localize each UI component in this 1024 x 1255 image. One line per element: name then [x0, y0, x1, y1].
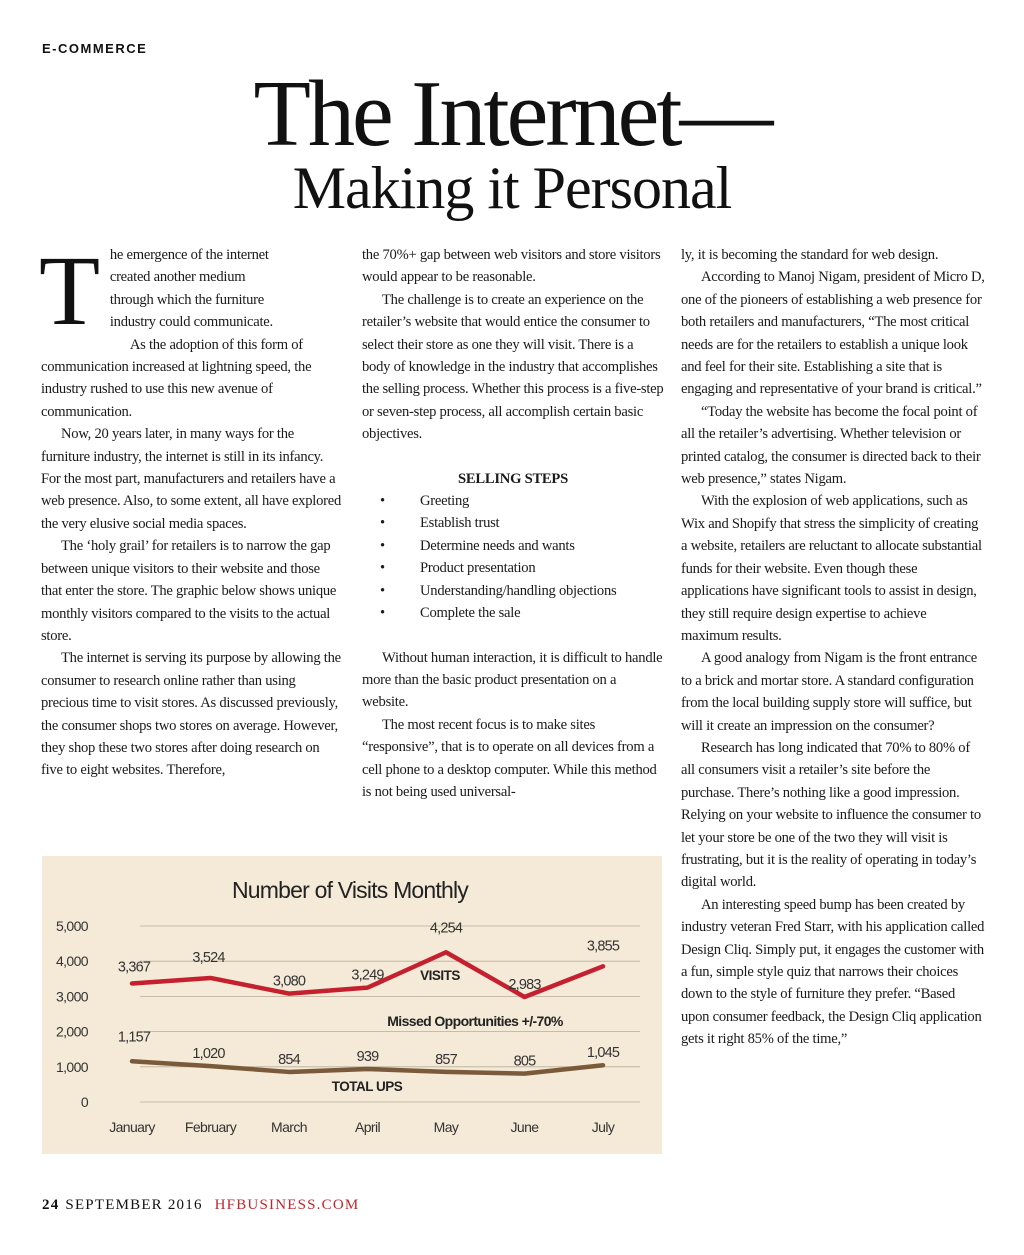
paragraph: With the explosion of web applications, such as Wix and Shopify that stress the simplicity of creating a website, retailers are reluctant to allocate substantial funds for their website. Even though these applications have significant tools to assist in design, they still require design expertise to achieve maximum results.	[681, 493, 982, 644]
bullet-icon: •	[380, 605, 385, 622]
x-tick-label: March	[271, 1119, 307, 1135]
bullet-icon: •	[380, 560, 385, 577]
selling-steps-list	[362, 490, 664, 624]
data-label: 3,855	[586, 938, 620, 955]
y-tick-label: 5,000	[55, 918, 88, 934]
y-tick-label: 0	[80, 1094, 88, 1110]
data-label: 1,157	[117, 1029, 151, 1046]
paragraph: As the adoption of this form of communication increased at lightning speed, the industry rushed to use this new avenue of communication.	[41, 336, 312, 420]
data-label: 1,020	[192, 1046, 225, 1063]
data-label: 805	[513, 1053, 536, 1070]
paragraph: The most recent focus is to make sites “responsive”, that is to operate on all devices from a cell phone to a desktop computer. While this method is not being used universal-	[362, 716, 657, 800]
data-label: 3,524	[192, 949, 225, 966]
paragraph: A good analogy from Nigam is the front entrance to a brick and mortar store. A standard configuration from the local building supply store will suffice, but will it create an impression on the consumer?	[681, 650, 977, 734]
data-label: 3,249	[351, 967, 384, 984]
x-tick-label: June	[510, 1119, 539, 1135]
intro-line: created another medium	[109, 269, 246, 286]
visits-chart	[42, 856, 662, 1154]
list-item: • Product presentation	[362, 557, 664, 579]
data-label: 2,983	[508, 976, 541, 993]
y-tick-label: 3,000	[55, 988, 88, 1005]
x-tick-label: January	[109, 1119, 155, 1135]
subheadline: Making it Personal	[292, 155, 732, 221]
section-label: E-COMMERCE	[42, 41, 148, 56]
chart-annotation: Missed Opportunities +/-70%	[387, 1013, 563, 1029]
paragraph: Without human interaction, it is difficult to handle more than the basic product presentation on a website.	[362, 649, 663, 711]
x-tick-label: April	[354, 1119, 381, 1135]
issue-date: SEPTEMBER 2016	[65, 1197, 203, 1213]
y-tick-label: 4,000	[55, 953, 88, 970]
bullet-icon: •	[380, 493, 385, 510]
page-number: 24	[42, 1197, 60, 1213]
list-item: • Establish trust	[362, 512, 664, 534]
data-label: 857	[435, 1051, 457, 1068]
data-label: 3,080	[272, 973, 306, 990]
data-label: 1,045	[586, 1045, 620, 1062]
drop-cap: T	[39, 235, 100, 346]
data-label: 854	[278, 1051, 300, 1068]
paragraph: The internet is serving its purpose by allowing the consumer to research online rather than using precious time to visit stores. As discussed previously, the consumer shops two stores on average. However, they shop these two stores after doing research on five to eight websites. Therefore,	[41, 650, 341, 779]
column-2	[362, 244, 664, 803]
paragraph: The ‘holy grail’ for retailers is to narrow the gap between unique visitors to their website and those that enter the store. The graphic below shows unique monthly visitors compared to the visits to the actual store.	[41, 538, 337, 644]
bullet-icon: •	[380, 515, 385, 532]
column-3	[681, 244, 985, 1051]
intro-line: through which the furniture	[109, 291, 264, 308]
data-label: 939	[356, 1048, 379, 1065]
paragraph: ly, it is becoming the standard for web design.	[681, 247, 939, 263]
series-label-visits: VISITS	[420, 968, 460, 983]
column-1	[39, 235, 342, 782]
y-tick-label: 2,000	[55, 1023, 88, 1040]
paragraph: “Today the website has become the focal point of all the retailer’s advertising. Whether television or printed catalog, the consumer is directed back to their web presence,” states Nigam.	[681, 403, 981, 488]
list-item: • Greeting	[362, 490, 664, 512]
list-item: • Complete the sale	[362, 602, 664, 624]
page-footer	[42, 1197, 359, 1214]
bullet-icon: •	[380, 582, 385, 599]
paragraph: An interesting speed bump has been created by industry veteran Fred Starr, with his application called Design Cliq. Simply put, it engages the customer with a fun, simple style quiz that narrows their choices down to the style of furniture they prefer. “Based upon consumer feedback, the Design Cliq application gets it right 85% of the time,”	[681, 896, 985, 1048]
paragraph: Research has long indicated that 70% to 80% of all consumers visit a retailer’s site before the purchase. There’s nothing like a good impression. Relying on your website to influence the consumer to let your store be one of the two they will visit is frustrating, but it is the reality of operating in today’s digital world.	[681, 739, 981, 891]
paragraph: Now, 20 years later, in many ways for the furniture industry, the internet is still in its infancy. For the most part, manufacturers and retailers have a web presence. Also, to some extent, all have explored the very elusive social media spaces.	[41, 426, 342, 532]
chart-canvas	[42, 856, 662, 1154]
chart-title: Number of Visits Monthly	[231, 877, 469, 903]
selling-steps-title: SELLING STEPS	[458, 470, 568, 487]
x-tick-label: May	[433, 1119, 459, 1135]
site-link[interactable]: HFBUSINESS.COM	[214, 1197, 360, 1213]
paragraph: According to Manoj Nigam, president of Micro D, one of the pioneers of establishing a web presence for both retailers and manufacturers, “The most critical needs are for the retailers to establish a unique look and feel for their site. Establishing a site that is engaging and representative of your brand is critical.”	[681, 269, 985, 398]
bullet-icon: •	[380, 537, 385, 554]
intro-line: he emergence of the internet	[109, 247, 269, 263]
paragraph: the 70%+ gap between web visitors and store visitors would appear to be reasonable.	[362, 247, 661, 286]
list-item: • Determine needs and wants	[362, 535, 664, 557]
x-tick-label: February	[184, 1119, 237, 1135]
y-tick-label: 1,000	[55, 1058, 88, 1075]
intro-line: industry could communicate.	[109, 314, 273, 331]
x-tick-label: July	[591, 1119, 615, 1135]
list-item: • Understanding/handling objections	[362, 580, 664, 602]
data-label: 3,367	[117, 959, 151, 976]
data-label: 4,254	[429, 920, 463, 937]
series-label-total-ups: TOTAL UPS	[331, 1079, 403, 1094]
paragraph: The challenge is to create an experience on the retailer’s website that would entice the consumer to select their store as one they will visit. There is a body of knowledge in the industry that accomplishes the selling process. Whether this process is a five-step or seven-step process, all accomplish certain basic objectives.	[362, 291, 664, 443]
headline: The Internet—	[253, 62, 771, 166]
